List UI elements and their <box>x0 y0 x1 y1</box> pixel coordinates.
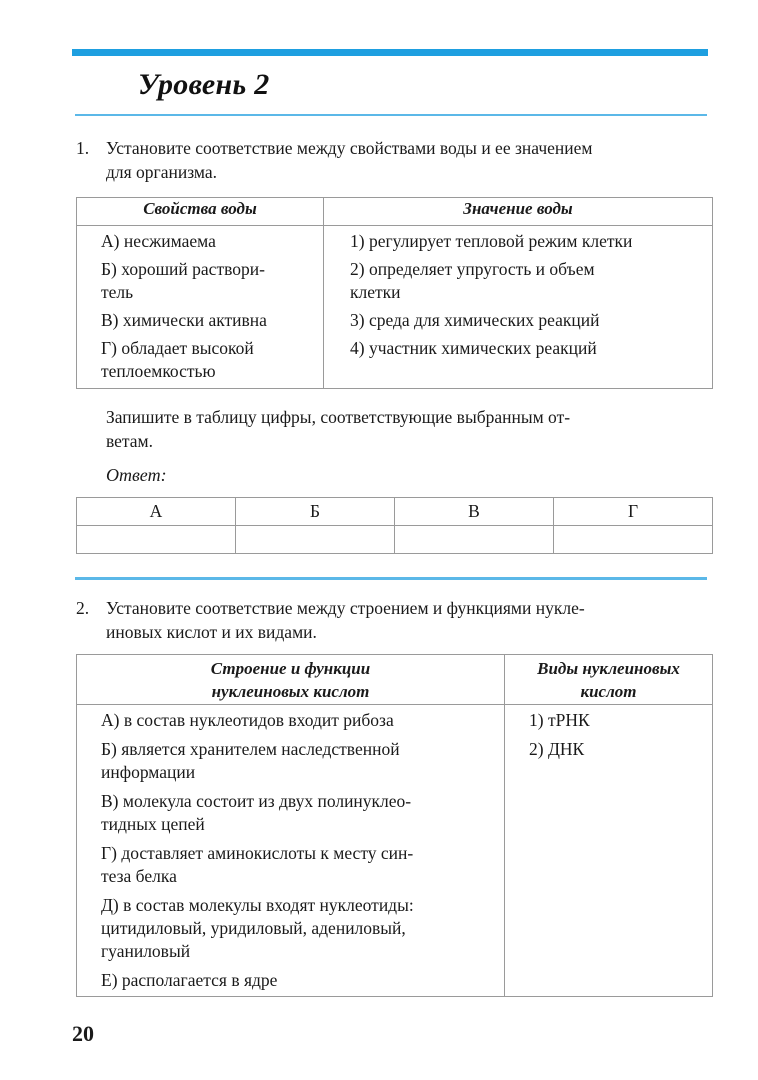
type-2: 2) ДНК <box>529 739 585 759</box>
type-1: 1) тРНК <box>529 710 590 730</box>
answer-cell-a[interactable] <box>77 526 236 554</box>
answer-cell-b[interactable] <box>236 526 395 554</box>
task2-structures-cell <box>77 705 505 997</box>
meaning-3: 3) среда для химических реакций <box>350 310 600 330</box>
instruction-line2: ветам. <box>106 431 154 451</box>
task1-match-table <box>76 197 713 389</box>
task2-col1-header-line2: нуклеиновых кислот <box>211 682 370 701</box>
task2-text-line2: иновых кислот и их видами. <box>106 622 317 642</box>
task1-instruction <box>106 405 716 453</box>
task1-text-line1: Установите соответствие между свойствами воды и ее значением <box>106 138 593 158</box>
structure-d-cont: теза белка <box>101 866 177 886</box>
structure-a: А) в состав нуклеотидов входит рибоза <box>101 710 394 730</box>
answer-col-c-header: В <box>395 498 554 526</box>
task2-number: 2. <box>76 598 90 618</box>
answer-table <box>76 497 713 554</box>
structure-b-cont: информации <box>101 762 196 782</box>
header-accent-bar <box>72 49 708 56</box>
property-c: В) химически активна <box>101 310 267 330</box>
answer-cell-d[interactable] <box>554 526 713 554</box>
structure-e-cont1: цитидиловый, уридиловый, адениловый, <box>101 918 406 938</box>
property-d: Г) обладает высокой <box>101 338 254 358</box>
instruction-line1: Запишите в таблицу цифры, соответствующие выбранным от- <box>106 407 571 427</box>
structure-e-cont2: гуаниловый <box>101 941 191 961</box>
meaning-4: 4) участник химических реакций <box>350 338 597 358</box>
structure-c-cont: тидных цепей <box>101 814 205 834</box>
task2-types-cell <box>505 705 713 997</box>
task2-col2-header-line1: Виды нуклеиновых <box>537 659 680 678</box>
title-underline <box>75 114 707 116</box>
task1-col1-header: Свойства воды <box>77 198 324 226</box>
task2-col2-header-line2: кислот <box>580 682 637 701</box>
answer-label: Ответ: <box>106 465 167 485</box>
answer-col-d-header: Г <box>554 498 713 526</box>
meaning-2: 2) определяет упругость и объем <box>350 259 595 279</box>
task1-number: 1. <box>76 138 90 158</box>
task1-statement <box>76 136 716 184</box>
task1-col2-header: Значение воды <box>324 198 713 226</box>
answer-cell-c[interactable] <box>395 526 554 554</box>
task2-match-table <box>76 654 713 997</box>
level-title: Уровень 2 <box>138 68 270 101</box>
task1-text-line2: для организма. <box>106 162 217 182</box>
structure-b: Б) является хранителем наследственной <box>101 739 400 759</box>
task2-statement <box>76 596 716 644</box>
page-number: 20 <box>72 1021 94 1046</box>
task1-meanings-cell <box>324 226 713 389</box>
property-a: А) несжимаема <box>101 231 216 251</box>
task2-text-line1: Установите соответствие между строением и функциями нукле- <box>106 598 585 618</box>
property-b-cont: тель <box>101 282 134 302</box>
answer-col-a-header: А <box>77 498 236 526</box>
structure-f: Е) располагается в ядре <box>101 970 278 990</box>
answer-col-b-header: Б <box>236 498 395 526</box>
task2-col1-header <box>77 655 505 705</box>
task1-properties-cell <box>77 226 324 389</box>
section-divider <box>75 577 707 580</box>
task2-col1-header-line1: Строение и функции <box>210 659 371 678</box>
task2-col2-header <box>505 655 713 705</box>
property-d-cont: теплоемкостью <box>101 361 216 381</box>
meaning-1: 1) регулирует тепловой режим клетки <box>350 231 633 251</box>
property-b: Б) хороший раствори- <box>101 259 265 279</box>
structure-d: Г) доставляет аминокислоты к месту син- <box>101 843 414 863</box>
meaning-2-cont: клетки <box>350 282 401 302</box>
structure-c: В) молекула состоит из двух полинуклео- <box>101 791 412 811</box>
structure-e: Д) в состав молекулы входят нуклеотиды: <box>101 895 414 915</box>
